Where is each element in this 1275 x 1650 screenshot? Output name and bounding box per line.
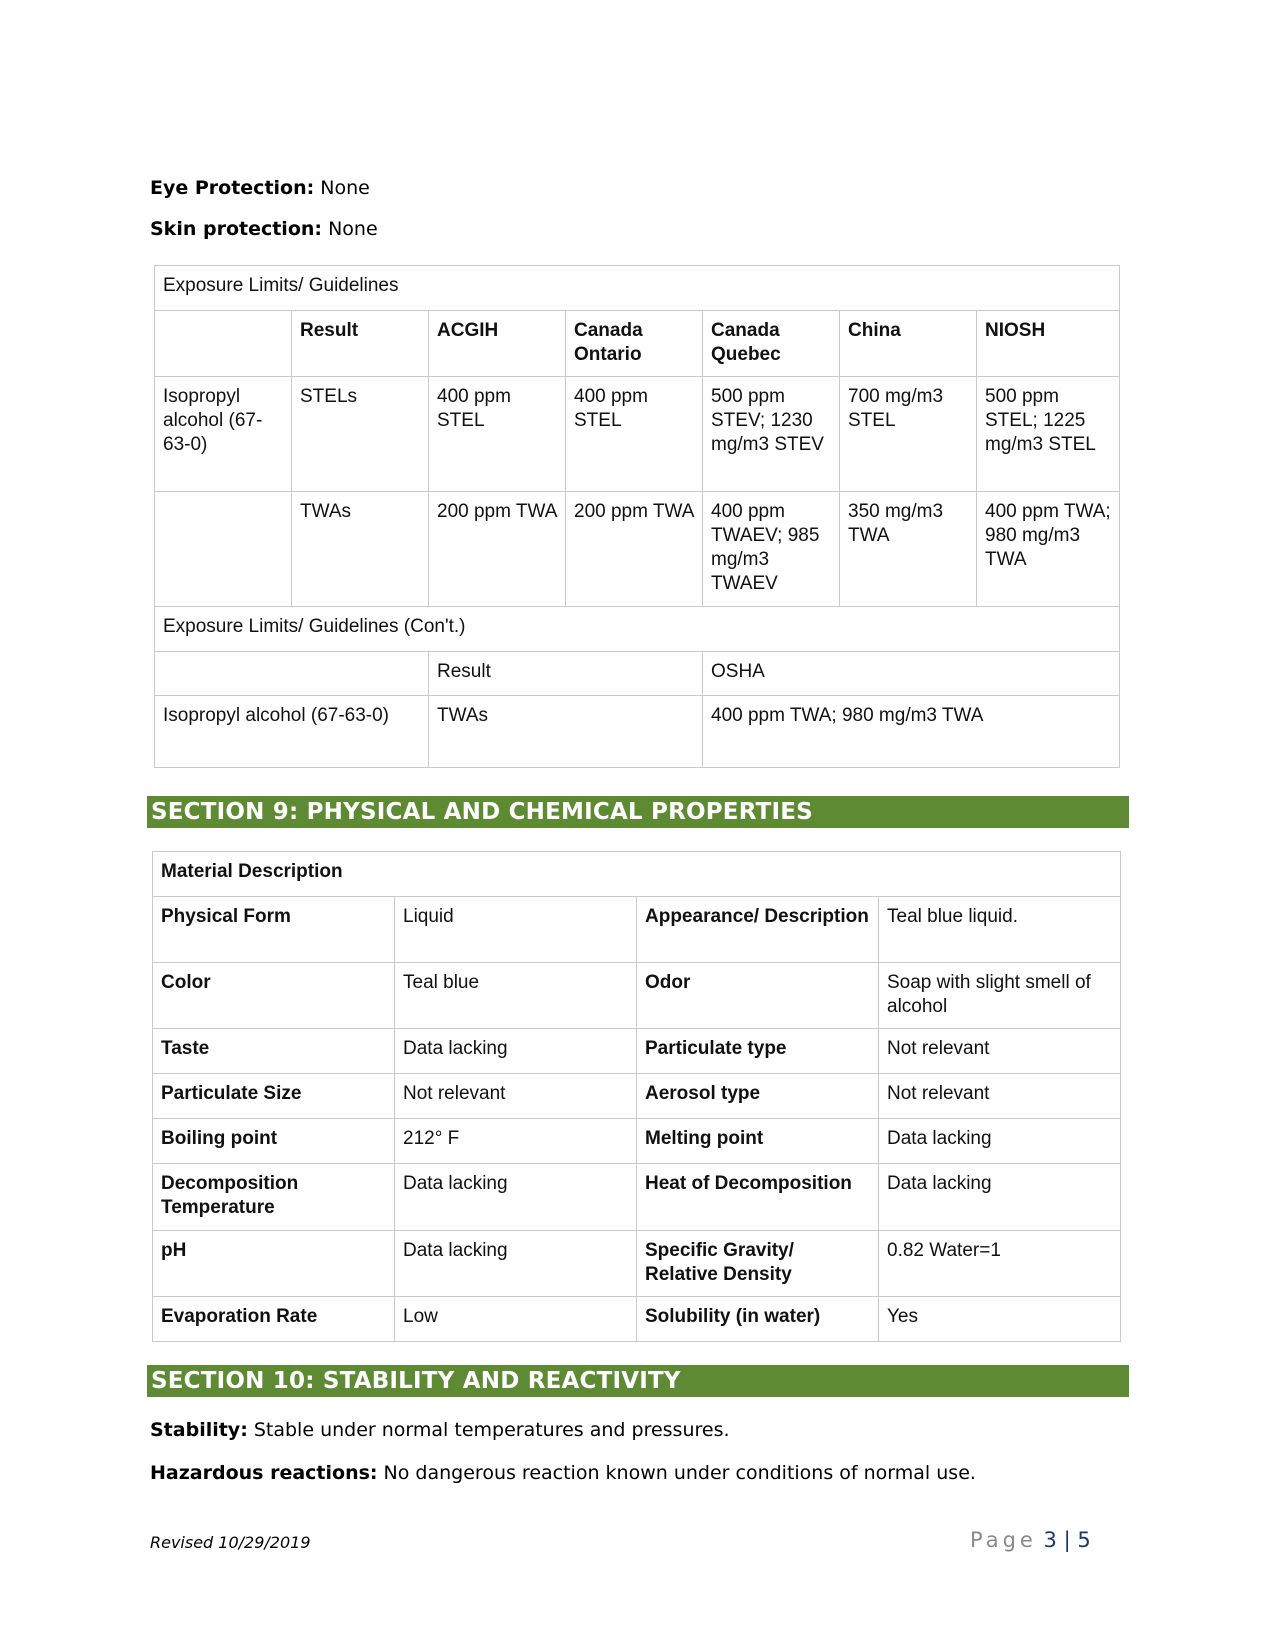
- cont-header-osha: OSHA: [703, 652, 1120, 696]
- niosh-cell: 500 ppm STEL; 1225 mg/m3 STEL: [977, 377, 1120, 492]
- property-value: Not relevant: [879, 1074, 1121, 1119]
- property-label: Particulate Size: [153, 1074, 395, 1119]
- property-value: Data lacking: [395, 1164, 637, 1231]
- exposure-cont-title-row: [155, 607, 1120, 652]
- table-row: [153, 963, 1121, 1029]
- property-label: Decomposition Temperature: [153, 1164, 395, 1231]
- header-acgih: ACGIH: [429, 311, 566, 377]
- property-label: Specific Gravity/ Relative Density: [637, 1231, 879, 1297]
- result-cell: TWAs: [292, 492, 429, 607]
- skin-protection-label: Skin protection:: [150, 218, 323, 240]
- cont-header-empty: [155, 652, 429, 696]
- table-row: [153, 1119, 1121, 1164]
- property-label: Appearance/ Description: [637, 897, 879, 963]
- exposure-limits-table: [154, 265, 1120, 768]
- niosh-cell: 400 ppm TWA; 980 mg/m3 TWA: [977, 492, 1120, 607]
- property-label: Odor: [637, 963, 879, 1029]
- property-value: Teal blue: [395, 963, 637, 1029]
- table-row: [153, 1231, 1121, 1297]
- result-cell: STELs: [292, 377, 429, 492]
- skin-protection-value: None: [328, 218, 378, 240]
- hazardous-reactions-label: Hazardous reactions:: [150, 1462, 378, 1484]
- china-cell: 350 mg/m3 TWA: [840, 492, 977, 607]
- property-value: Low: [395, 1297, 637, 1342]
- stability-value: Stable under normal temperatures and pressures.: [253, 1419, 730, 1441]
- property-value: Teal blue liquid.: [879, 897, 1121, 963]
- section-10-heading: SECTION 10: STABILITY AND REACTIVITY: [147, 1365, 1129, 1397]
- substance-cell: [155, 492, 292, 607]
- property-value: Data lacking: [395, 1231, 637, 1297]
- property-label: Aerosol type: [637, 1074, 879, 1119]
- property-value: Soap with slight smell of alcohol: [879, 963, 1121, 1029]
- exposure-table-title: Exposure Limits/ Guidelines: [155, 266, 1120, 311]
- header-result: Result: [292, 311, 429, 377]
- page-separator: |: [1063, 1528, 1071, 1552]
- page-number: [970, 1528, 1091, 1552]
- exposure-title-row: [155, 266, 1120, 311]
- page-total: 5: [1077, 1528, 1091, 1552]
- header-china: China: [840, 311, 977, 377]
- page-current: 3: [1043, 1528, 1057, 1552]
- stability-label: Stability:: [150, 1419, 248, 1441]
- property-label: Physical Form: [153, 897, 395, 963]
- material-table-title: Material Description: [153, 852, 1121, 897]
- table-row: [153, 1164, 1121, 1231]
- hazardous-reactions-value: No dangerous reaction known under conditions of normal use.: [383, 1462, 976, 1484]
- material-title-row: [153, 852, 1121, 897]
- property-label: Color: [153, 963, 395, 1029]
- property-label: Particulate type: [637, 1029, 879, 1074]
- property-value: Data lacking: [395, 1029, 637, 1074]
- ontario-cell: 400 ppm STEL: [566, 377, 703, 492]
- page-word: Page: [970, 1528, 1037, 1552]
- quebec-cell: 400 ppm TWAEV; 985 mg/m3 TWAEV: [703, 492, 840, 607]
- property-label: Solubility (in water): [637, 1297, 879, 1342]
- eye-protection-line: [150, 176, 370, 200]
- property-label: Heat of Decomposition: [637, 1164, 879, 1231]
- property-value: Data lacking: [879, 1164, 1121, 1231]
- acgih-cell: 200 ppm TWA: [429, 492, 566, 607]
- property-value: Yes: [879, 1297, 1121, 1342]
- skin-protection-line: [150, 217, 378, 241]
- material-description-table: [152, 851, 1121, 1342]
- property-label: Taste: [153, 1029, 395, 1074]
- exposure-header-row: [155, 311, 1120, 377]
- property-value: Liquid: [395, 897, 637, 963]
- table-row: [153, 897, 1121, 963]
- substance-cell: Isopropyl alcohol (67-63-0): [155, 377, 292, 492]
- cont-result-cell: TWAs: [429, 696, 703, 768]
- table-row: [153, 1074, 1121, 1119]
- property-value: Data lacking: [879, 1119, 1121, 1164]
- quebec-cell: 500 ppm STEV; 1230 mg/m3 STEV: [703, 377, 840, 492]
- eye-protection-value: None: [320, 177, 370, 199]
- table-row: [153, 1297, 1121, 1342]
- header-empty-cell: [155, 311, 292, 377]
- table-row: [153, 1029, 1121, 1074]
- exposure-cont-title: Exposure Limits/ Guidelines (Con't.): [155, 607, 1120, 652]
- property-label: Evaporation Rate: [153, 1297, 395, 1342]
- table-row: [155, 377, 1120, 492]
- property-label: pH: [153, 1231, 395, 1297]
- section-9-heading: SECTION 9: PHYSICAL AND CHEMICAL PROPERTIES: [147, 796, 1129, 828]
- property-value: Not relevant: [395, 1074, 637, 1119]
- eye-protection-label: Eye Protection:: [150, 177, 315, 199]
- china-cell: 700 mg/m3 STEL: [840, 377, 977, 492]
- cont-osha-cell: 400 ppm TWA; 980 mg/m3 TWA: [703, 696, 1120, 768]
- acgih-cell: 400 ppm STEL: [429, 377, 566, 492]
- cont-header-result: Result: [429, 652, 703, 696]
- hazardous-reactions-line: [150, 1461, 976, 1485]
- cont-substance-cell: Isopropyl alcohol (67-63-0): [155, 696, 429, 768]
- property-value: Not relevant: [879, 1029, 1121, 1074]
- header-niosh: NIOSH: [977, 311, 1120, 377]
- stability-line: [150, 1418, 730, 1442]
- header-canada-ontario: Canada Ontario: [566, 311, 703, 377]
- property-label: Melting point: [637, 1119, 879, 1164]
- exposure-cont-header-row: [155, 652, 1120, 696]
- table-row: [155, 492, 1120, 607]
- property-value: 0.82 Water=1: [879, 1231, 1121, 1297]
- revised-date: Revised 10/29/2019: [150, 1533, 311, 1552]
- ontario-cell: 200 ppm TWA: [566, 492, 703, 607]
- table-row: [155, 696, 1120, 768]
- header-canada-quebec: Canada Quebec: [703, 311, 840, 377]
- property-label: Boiling point: [153, 1119, 395, 1164]
- property-value: 212° F: [395, 1119, 637, 1164]
